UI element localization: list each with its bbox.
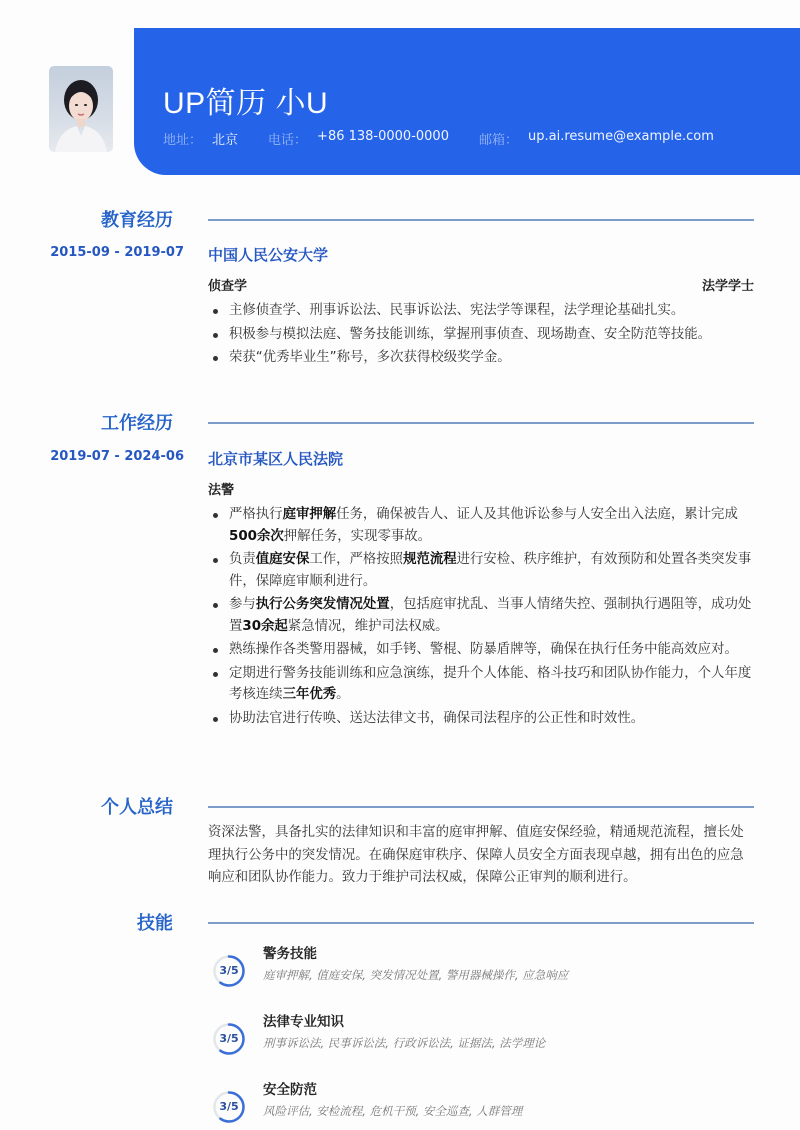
section-title: 工作经历 (101, 413, 173, 434)
phone-label: 电话： (268, 133, 308, 148)
skill-level-ring (212, 1022, 246, 1056)
text-run: 负责 (229, 552, 256, 567)
skill-name: 法律专业知识 (263, 1014, 344, 1030)
education-bullets (208, 300, 756, 371)
text-run: 协助法官进行传唤、送达法律文书，确保司法程序的公正性和时效性。 (229, 710, 645, 726)
highlight-text: 庭审押解 (282, 507, 337, 522)
text-run: 参与 (229, 597, 256, 612)
section-title: 技能 (137, 913, 173, 934)
list-item: 积极参与模拟法庭、警务技能训练，掌握刑事侦查、现场勘查、安全防范等技能。 (208, 324, 756, 346)
list-item (208, 663, 756, 706)
major: 侦查学 (208, 279, 248, 294)
skill-level-ring (212, 954, 246, 988)
work-date: 2019-07 - 2024-06 (50, 449, 184, 464)
contact-address (163, 129, 238, 148)
highlight-text: 值庭安保 (255, 552, 310, 567)
section-divider (208, 806, 754, 808)
highlight-text: 三年优秀 (282, 687, 337, 702)
contact-phone (268, 129, 449, 148)
education-date: 2015-09 - 2019-07 (50, 245, 184, 260)
list-item (208, 639, 756, 661)
list-item: 荣获“优秀毕业生”称号，多次获得校级奖学金。 (208, 347, 756, 369)
school-name: 中国人民公安大学 (208, 246, 329, 264)
text-run: 紧急情况，维护司法权威。 (287, 618, 449, 634)
skill-item (208, 1082, 756, 1130)
address-label: 地址： (163, 133, 203, 148)
skill-level: 3/5 (219, 1100, 239, 1113)
skill-item (208, 946, 756, 1014)
list-item (208, 594, 756, 637)
text-run: 任务，确保被告人、证人及其他诉讼参与人安全出入法庭，累计完成 (336, 507, 738, 522)
skill-level: 3/5 (219, 1032, 239, 1045)
section-title: 个人总结 (101, 797, 173, 818)
resume-header (134, 28, 800, 175)
skill-name: 警务技能 (263, 946, 317, 962)
section-divider (208, 219, 754, 221)
list-item (208, 549, 756, 592)
candidate-name: UP简历 小U (163, 87, 329, 120)
section-divider (208, 422, 754, 424)
section-divider (208, 922, 754, 924)
list-item (208, 504, 756, 547)
company-name: 北京市某区人民法院 (208, 450, 344, 468)
skill-level-ring (212, 1090, 246, 1124)
phone-value: +86 138-0000-0000 (317, 129, 449, 144)
text-run: 定期进行警务技能训练和应急演练，提升个人体能、格斗技巧和团队协作能力，个人年度考核连续 (229, 665, 752, 702)
text-run: 。 (336, 687, 350, 702)
highlight-text: 规范流程 (403, 552, 457, 567)
profile-photo (49, 66, 113, 152)
skill-level: 3/5 (219, 964, 239, 977)
work-bullets (208, 504, 756, 731)
email-label: 邮箱： (478, 133, 518, 148)
contact-info (163, 129, 744, 148)
text-run: ，包括庭审扰乱、当事人情绪失控、强制执行遇阻等，成功处置 (229, 597, 752, 634)
list-item (208, 708, 756, 730)
highlight-text: 执行公务突发情况处置 (255, 597, 390, 612)
skill-tags: 刑事诉讼法, 民事诉讼法, 行政诉讼法, 证据法, 法学理论 (263, 1036, 546, 1050)
highlight-text: 500余次 (229, 528, 284, 544)
text-run: 押解任务，实现零事故。 (283, 528, 432, 544)
skill-name: 安全防范 (263, 1082, 317, 1098)
degree: 法学学士 (701, 279, 754, 294)
skill-item (208, 1014, 756, 1082)
text-run: 熟练操作各类警用器械，如手铐、警棍、防暴盾牌等，确保在执行任务中能高效应对。 (229, 642, 738, 657)
skill-tags: 庭审押解, 值庭安保, 突发情况处置, 警用器械操作, 应急响应 (263, 968, 569, 982)
summary-text: 资深法警，具备扎实的法律知识和丰富的庭审押解、值庭安保经验，精通规范流程，擅长处理执行公务中的突发情况。在确保庭审秩序、保障人员安全方面表现卓越，拥有出色的应急响应和团队协作能力。致力于维护司法权威，保障公正审判的顺利进行。 (208, 825, 744, 885)
list-item: 主修侦查学、刑事诉讼法、民事诉讼法、宪法学等课程，法学理论基础扎实。 (208, 300, 756, 322)
contact-email (479, 129, 714, 148)
highlight-text: 30余起 (242, 618, 288, 634)
text-run: 进行安检、秩序维护，有效预防和处置各类突发事件，保障庭审顺利进行。 (229, 552, 752, 589)
position: 法警 (208, 483, 235, 498)
email-value: up.ai.resume@example.com (528, 129, 714, 144)
skill-tags: 风险评估, 安检流程, 危机干预, 安全巡查, 人群管理 (263, 1104, 523, 1118)
text-run: 严格执行 (229, 507, 283, 522)
address-value: 北京 (212, 133, 239, 148)
section-title: 教育经历 (101, 210, 173, 231)
portrait-image (49, 66, 113, 152)
text-run: 工作，严格按照 (309, 552, 404, 567)
